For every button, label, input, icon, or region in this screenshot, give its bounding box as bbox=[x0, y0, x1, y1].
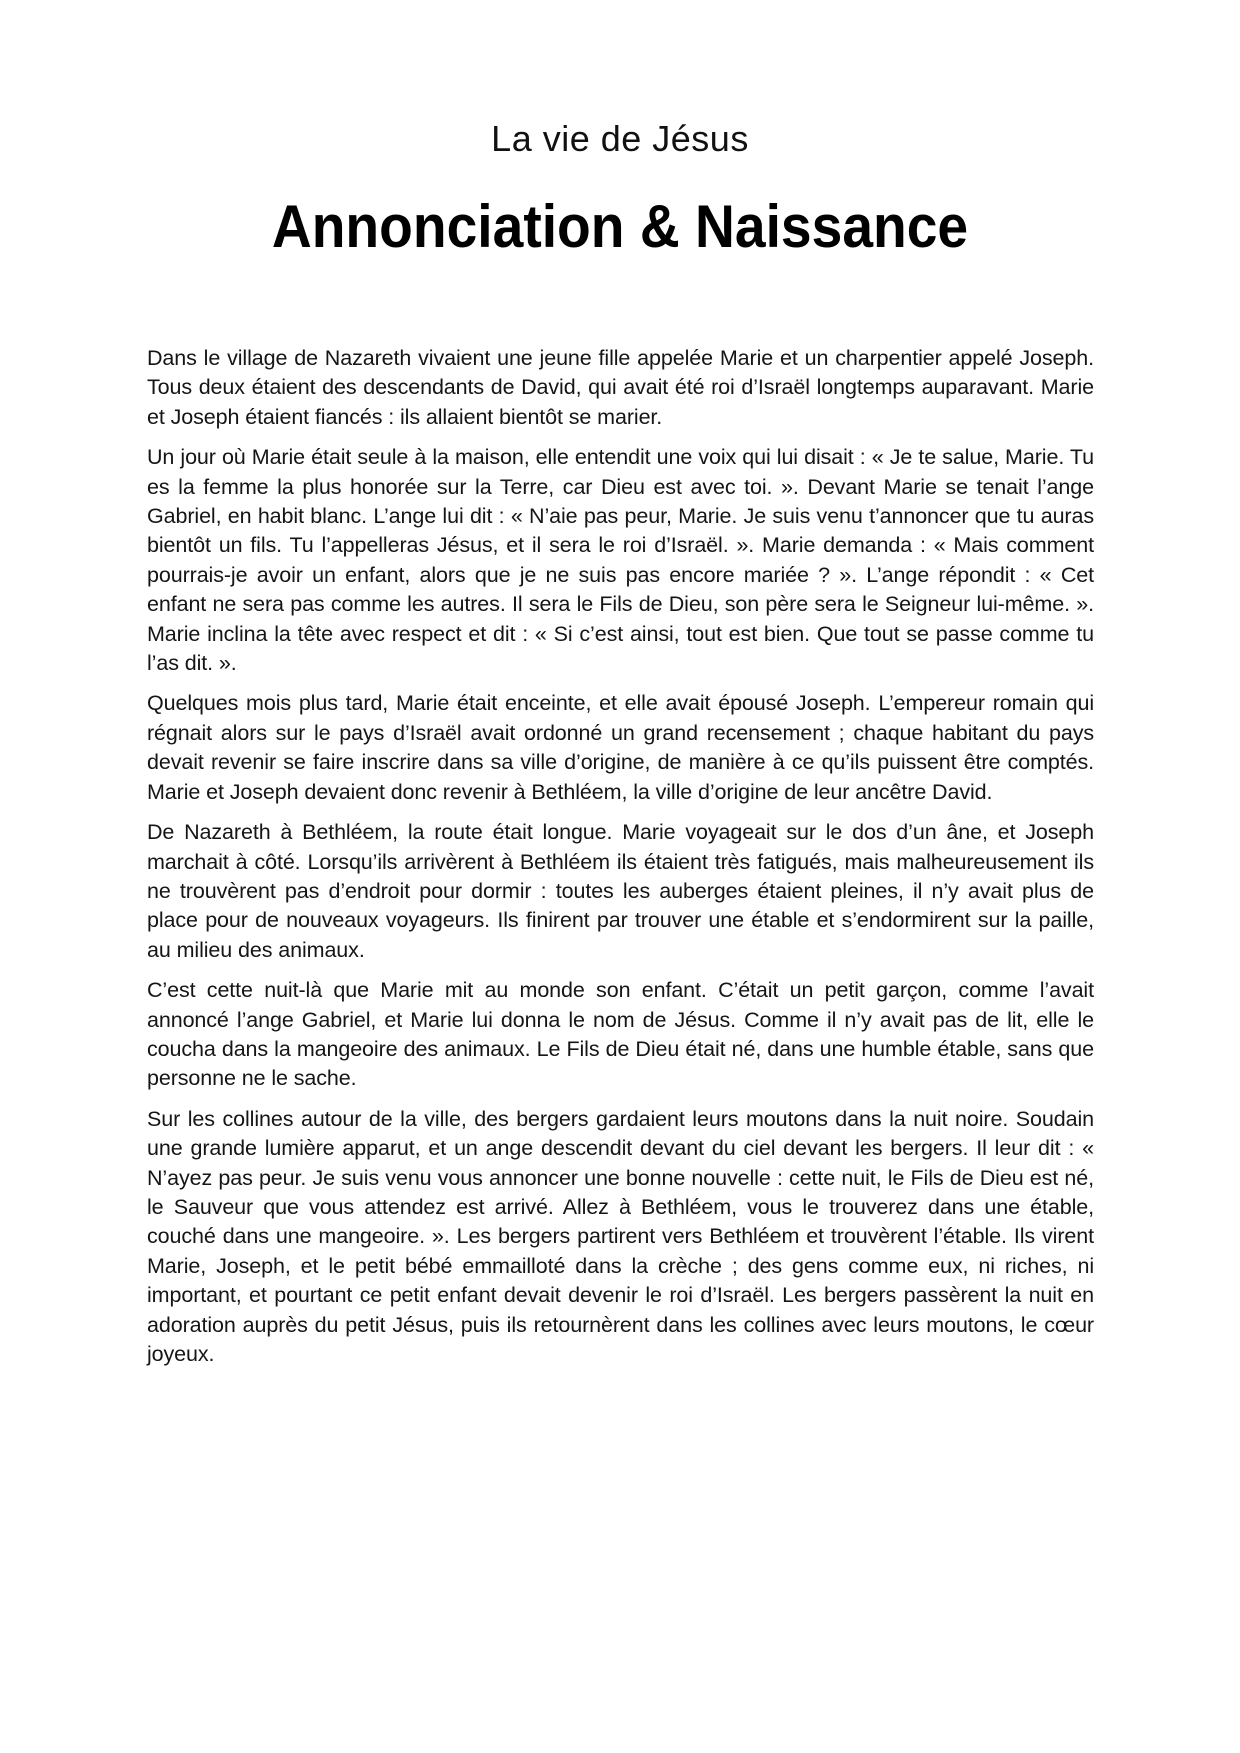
document-title: Annonciation & Naissance bbox=[271, 193, 969, 260]
document-subtitle: La vie de Jésus bbox=[491, 118, 749, 159]
paragraph-annonciation: Un jour où Marie était seule à la maison, elle entendit une voix qui lui disait : « Je te salue, Marie. Tu es la femme la plus honorée sur la Terre, car Dieu est avec toi. ». Devant Marie se tenait l’ange Gabriel, en habit blanc. L’ange lui dit : « N’aie pas peur, Marie. Je suis venu t’annoncer que tu auras bientôt un fils. Tu l’appelleras Jésus, et il sera le roi d’Israël. ». Marie demanda : « Mais comment pourrais-je avoir un enfant, alors que je ne suis pas encore mariée ? ». L’ange répondit : « Cet enfant ne sera pas comme les autres. Il sera le Fils de Dieu, son père sera le Seigneur lui-même. ». Marie inclina la tête avec respect et dit : « Si c’est ainsi, tout est bien. Que tout se passe comme tu l’as dit. ». bbox=[147, 445, 1094, 676]
document-body bbox=[147, 344, 1094, 1380]
paragraph-voyage: De Nazareth à Bethléem, la route était longue. Marie voyageait sur le dos d’un âne, et Joseph marchait à côté. Lorsqu’ils arrivèrent à Bethléem ils étaient très fatigués, mais malheureusement ils ne trouvèrent pas d’endroit pour dormir : toutes les auberges étaient pleines, il n’y avait plus de place pour de nouveaux voyageurs. Ils finirent par trouver une étable et s’endormirent sur la paille, au milieu des animaux. bbox=[147, 820, 1094, 962]
paragraph-annonce-intro: Dans le village de Nazareth vivaient une jeune fille appelée Marie et un charpentier appelé Joseph. Tous deux étaient des descendants de David, qui avait été roi d’Israël longtemps auparavant. Marie et Joseph étaient fiancés : ils allaient bientôt se marier. bbox=[147, 346, 1094, 429]
paragraph-bergers: Sur les collines autour de la ville, des bergers gardaient leurs moutons dans la nuit noire. Soudain une grande lumière apparut, et un ange descendit devant du ciel devant les bergers. Il leur dit : « N’ayez pas peur. Je suis venu vous annoncer une bonne nouvelle : cette nuit, le Fils de Dieu est né, le Sauveur que vous attendez est arrivé. Allez à Bethléem, vous le trouverez dans une étable, couché dans une mangeoire. ». Les bergers partirent vers Bethléem et trouvèrent l’étable. Ils virent Marie, Joseph, et le petit bébé emmailloté dans la crèche ; des gens comme eux, ni riches, ni important, et pourtant ce petit enfant devait devenir le roi d’Israël. Les bergers passèrent la nuit en adoration auprès du petit Jésus, puis ils retournèrent dans les collines avec leurs moutons, le cœur joyeux. bbox=[147, 1106, 1094, 1366]
paragraph-naissance: C’est cette nuit-là que Marie mit au monde son enfant. C’était un petit garçon, comme l’avait annoncé l’ange Gabriel, et Marie lui donna le nom de Jésus. Comme il n’y avait pas de lit, elle le coucha dans la mangeoire des animaux. Le Fils de Dieu était né, dans une humble étable, sans que personne ne le sache. bbox=[147, 978, 1094, 1091]
paragraph-recensement: Quelques mois plus tard, Marie était enceinte, et elle avait épousé Joseph. L’empereur romain qui régnait alors sur le pays d’Israël avait ordonné un grand recensement ; chaque habitant du pays devait revenir se faire inscrire dans sa ville d’origine, de manière à ce qu’ils puissent être comptés. Marie et Joseph devaient donc revenir à Bethléem, la ville d’origine de leur ancêtre David. bbox=[147, 691, 1094, 804]
